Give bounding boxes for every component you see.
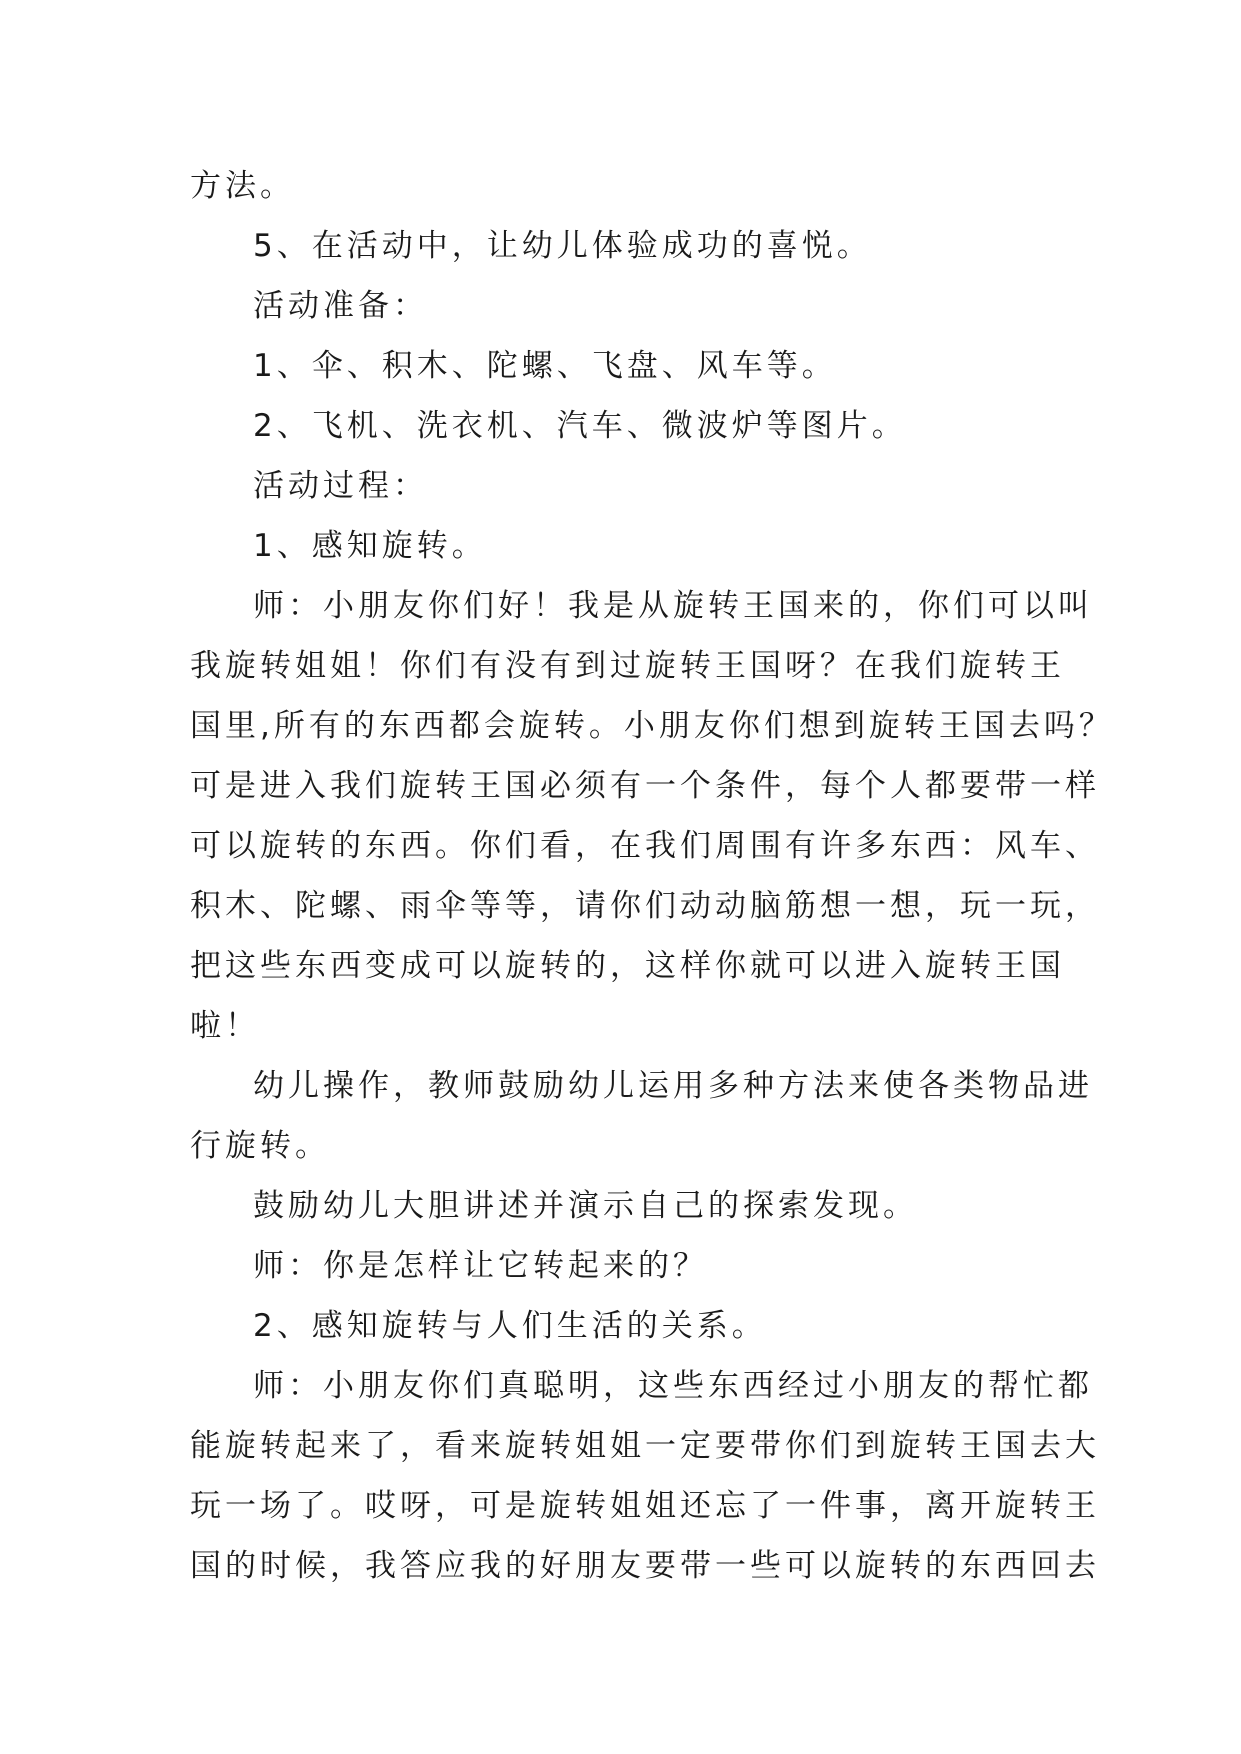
text-line: 玩一场了。哎呀，可是旋转姐姐还忘了一件事，离开旋转王 (190, 1488, 1100, 1524)
text-line: 5、在活动中，让幼儿体验成功的喜悦。 (253, 228, 872, 264)
text-line: 2、感知旋转与人们生活的关系。 (253, 1308, 767, 1344)
text-line: 可是进入我们旋转王国必须有一个条件，每个人都要带一样 (190, 768, 1100, 804)
text-line: 可以旋转的东西。你们看，在我们周围有许多东西：风车、 (190, 828, 1100, 864)
text-line: 师：小朋友你们真聪明，这些东西经过小朋友的帮忙都 (253, 1368, 1093, 1404)
text-line: 积木、陀螺、雨伞等等，请你们动动脑筋想一想，玩一玩， (190, 888, 1100, 924)
text-line: 师：你是怎样让它转起来的？ (253, 1248, 708, 1284)
text-line: 行旋转。 (190, 1128, 330, 1164)
text-line: 我旋转姐姐！你们有没有到过旋转王国呀？在我们旋转王 (190, 648, 1065, 684)
text-line: 1、感知旋转。 (253, 528, 487, 564)
text-line: 方法。 (190, 168, 295, 204)
text-line: 把这些东西变成可以旋转的，这样你就可以进入旋转王国 (190, 948, 1065, 984)
text-line: 国里,所有的东西都会旋转。小朋友你们想到旋转王国去吗？ (190, 708, 1114, 744)
text-line: 活动过程： (253, 468, 428, 504)
text-line: 能旋转起来了，看来旋转姐姐一定要带你们到旋转王国去大 (190, 1428, 1100, 1464)
text-line: 啦！ (190, 1008, 260, 1044)
text-line: 师：小朋友你们好！我是从旋转王国来的，你们可以叫 (253, 588, 1093, 624)
text-line: 1、伞、积木、陀螺、飞盘、风车等。 (253, 348, 837, 384)
text-line: 活动准备： (253, 288, 428, 324)
text-line: 国的时候，我答应我的好朋友要带一些可以旋转的东西回去 (190, 1548, 1100, 1584)
text-line: 幼儿操作，教师鼓励幼儿运用多种方法来使各类物品进 (253, 1068, 1093, 1104)
text-line: 鼓励幼儿大胆讲述并演示自己的探索发现。 (253, 1188, 918, 1224)
text-line: 2、飞机、洗衣机、汽车、微波炉等图片。 (253, 408, 907, 444)
